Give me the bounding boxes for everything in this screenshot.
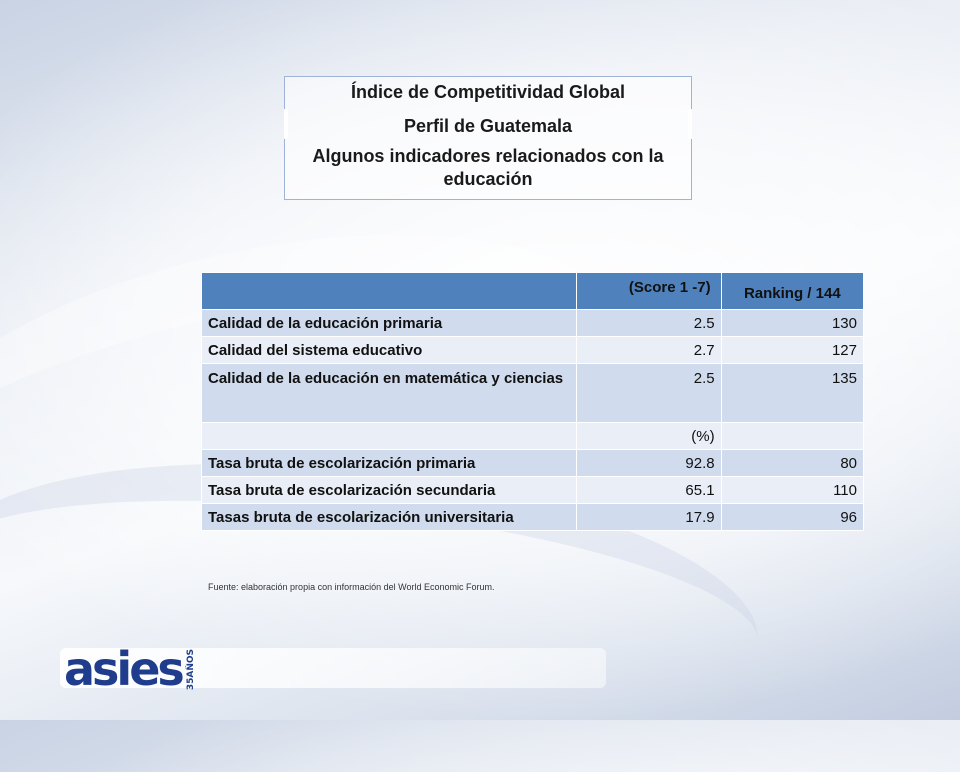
row-value: 92.8 — [576, 450, 721, 477]
table-row — [202, 504, 864, 531]
logo-badge: 35AÑOS — [185, 648, 196, 690]
title-subtitle: Perfil de Guatemala — [403, 116, 573, 136]
percent-empty-cell — [202, 423, 577, 450]
row-value: 2.5 — [576, 364, 721, 423]
table-row — [202, 337, 864, 364]
header-empty-cell — [202, 273, 577, 310]
row-rank: 127 — [721, 337, 863, 364]
source-note: Fuente: elaboración propia con información del World Economic Forum. — [208, 582, 495, 592]
row-value: 65.1 — [576, 477, 721, 504]
row-label: Tasa bruta de escolarización primaria — [202, 450, 577, 477]
percent-empty-cell — [721, 423, 863, 450]
title-description: Algunos indicadores relacionados con la educación — [312, 146, 664, 189]
row-rank: 135 — [721, 364, 863, 423]
table-row — [202, 310, 864, 337]
percent-label: (%) — [576, 423, 721, 450]
logo-text: asies — [64, 642, 182, 696]
title-main: Índice de Competitividad Global — [350, 82, 626, 102]
row-rank: 96 — [721, 504, 863, 531]
table-header-row — [202, 273, 864, 310]
indicators-table — [201, 272, 864, 531]
table-row — [202, 364, 864, 423]
row-value: 2.7 — [576, 337, 721, 364]
row-label: Tasas bruta de escolarización universitaria — [202, 504, 577, 531]
header-score: (Score 1 -7) — [576, 273, 721, 310]
row-rank: 130 — [721, 310, 863, 337]
row-rank: 110 — [721, 477, 863, 504]
table-percent-row — [202, 423, 864, 450]
row-label: Calidad de la educación en matemática y ciencias — [202, 364, 577, 423]
header-ranking: Ranking / 144 — [721, 273, 863, 310]
row-rank: 80 — [721, 450, 863, 477]
row-label: Calidad de la educación primaria — [202, 310, 577, 337]
asies-logo — [64, 642, 196, 694]
row-value: 17.9 — [576, 504, 721, 531]
row-label: Calidad del sistema educativo — [202, 337, 577, 364]
row-label: Tasa bruta de escolarización secundaria — [202, 477, 577, 504]
row-value: 2.5 — [576, 310, 721, 337]
table-row — [202, 477, 864, 504]
title-box — [284, 76, 692, 200]
table-row — [202, 450, 864, 477]
